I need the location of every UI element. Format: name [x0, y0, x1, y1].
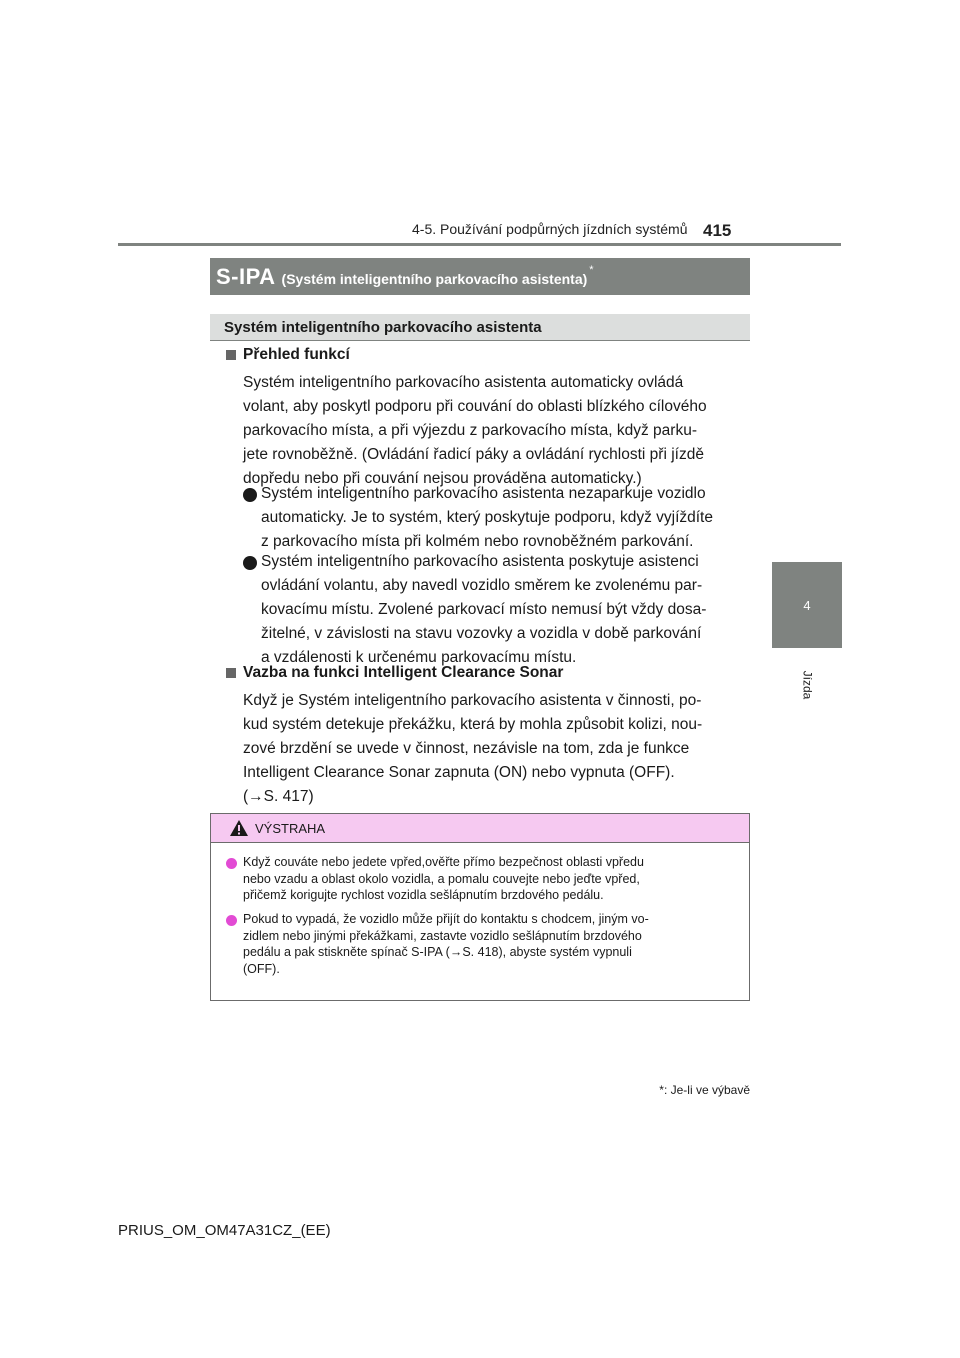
text-line: kud systém detekuje překážku, která by mohla způsobit kolizi, nou-	[243, 716, 703, 733]
text-line: kovacímu místu. Zvolené parkovací místo nemusí být vždy dosa-	[261, 601, 707, 618]
text-line: Systém inteligentního parkovacího asistenta automaticky ovládá	[243, 374, 684, 391]
warning-item	[243, 854, 742, 904]
section-path: 4-5. Používání podpůrných jízdních systémů	[412, 221, 688, 237]
text-line: jete rovnoběžně. (Ovládání řadicí páky a ovládání rychlosti při jízdě	[243, 446, 704, 463]
text-line: Intelligent Clearance Sonar zapnuta (ON) nebo vypnuta (OFF).	[243, 764, 675, 781]
text-line: zidlem nebo jinými překážkami, zastavte vozidlo sešlápnutím brzdového	[243, 928, 642, 943]
warning-bullet-icon	[226, 915, 237, 926]
square-bullet-icon	[226, 668, 236, 678]
section-heading-sonar	[226, 664, 563, 682]
warning-item	[243, 911, 742, 977]
title-footnote-marker: *	[589, 264, 594, 276]
header-rule	[118, 243, 841, 246]
bullet-item	[261, 550, 745, 670]
text-line: z parkovacího místa při kolmém nebo rovnoběžném parkování.	[261, 533, 694, 550]
text-line: Systém inteligentního parkovacího asistenta nezaparkuje vozidlo	[261, 485, 706, 502]
page-number: 415	[703, 221, 732, 240]
bullet-icon	[243, 556, 257, 570]
chapter-tab	[772, 562, 842, 648]
warning-bullet-icon	[226, 858, 237, 869]
bullet-icon	[243, 488, 257, 502]
warning-title: VÝSTRAHA	[255, 820, 326, 836]
text-line: žitelné, v závislosti na stavu vozovky a vozidla v době parkování	[261, 625, 702, 642]
footnote: *: Je-li ve výbavě	[659, 1083, 750, 1097]
section-heading-overview	[226, 346, 350, 364]
page-title-bar	[210, 258, 750, 295]
text-line: automaticky. Je to systém, který poskytuje podporu, když vyjíždíte	[261, 509, 713, 526]
text-line: ovládání volantu, aby navedl vozidlo směrem ke zvolenému par-	[261, 577, 703, 594]
text-line: Systém inteligentního parkovacího asistenta poskytuje asistenci	[261, 553, 699, 570]
text-line: a vzdálenosti k určenému parkovacímu místu.	[261, 649, 577, 666]
page-subtitle: (Systém inteligentního parkovacího asistenta)	[281, 270, 588, 287]
text-line: (OFF).	[243, 961, 280, 976]
section-heading-text: Vazba na funkci Intelligent Clearance Sonar	[243, 664, 564, 681]
page-title: S-IPA	[216, 263, 276, 289]
text-line: přičemž korigujte rychlost vozidla sešlápnutím brzdového pedálu.	[243, 888, 604, 902]
overview-paragraph	[243, 371, 745, 491]
chapter-number: 4	[803, 597, 811, 613]
text-line: Pokud to vypadá, že vozidlo může přijít do kontaktu s chodcem, jiným vo-	[243, 912, 649, 926]
text-line: dopředu nebo při couvání nejsou prováděna automaticky.)	[243, 470, 642, 487]
text-line: Když couváte nebo jedete vpřed,ověřte přímo bezpečnost oblasti vpředu	[243, 855, 644, 869]
warning-header	[211, 814, 749, 843]
section-heading-text: Přehled funkcí	[243, 346, 350, 363]
subsection-title: Systém inteligentního parkovacího asistenta	[210, 314, 750, 341]
chapter-label	[772, 655, 842, 715]
text-line: zové brzdění se uvede v činnost, nezávisle na tom, zda je funkce	[243, 740, 690, 757]
chapter-label-text: Jízda	[800, 670, 814, 700]
document-code: PRIUS_OM_OM47A31CZ_(EE)	[118, 1222, 331, 1239]
page-reference-link[interactable]: (→S. 417)	[243, 788, 314, 805]
warning-triangle-icon	[229, 819, 249, 837]
square-bullet-icon	[226, 350, 236, 360]
text-line: parkovacího místa, a při výjezdu z parkovacího místa, když parku-	[243, 422, 697, 439]
text-line: volant, aby poskytl podporu při couvání do oblasti blízkého cílového	[243, 398, 707, 415]
text-line: Když je Systém inteligentního parkovacího asistenta v činnosti, po-	[243, 692, 702, 709]
sonar-paragraph	[243, 689, 745, 809]
text-line: nebo vzadu a oblast okolo vozidla, a pomalu couvejte nebo jeďte vpřed,	[243, 871, 640, 886]
bullet-item	[261, 482, 745, 554]
text-line: pedálu a pak stiskněte spínač S-IPA (→S. 418), abyste systém vypnuli	[243, 945, 632, 959]
